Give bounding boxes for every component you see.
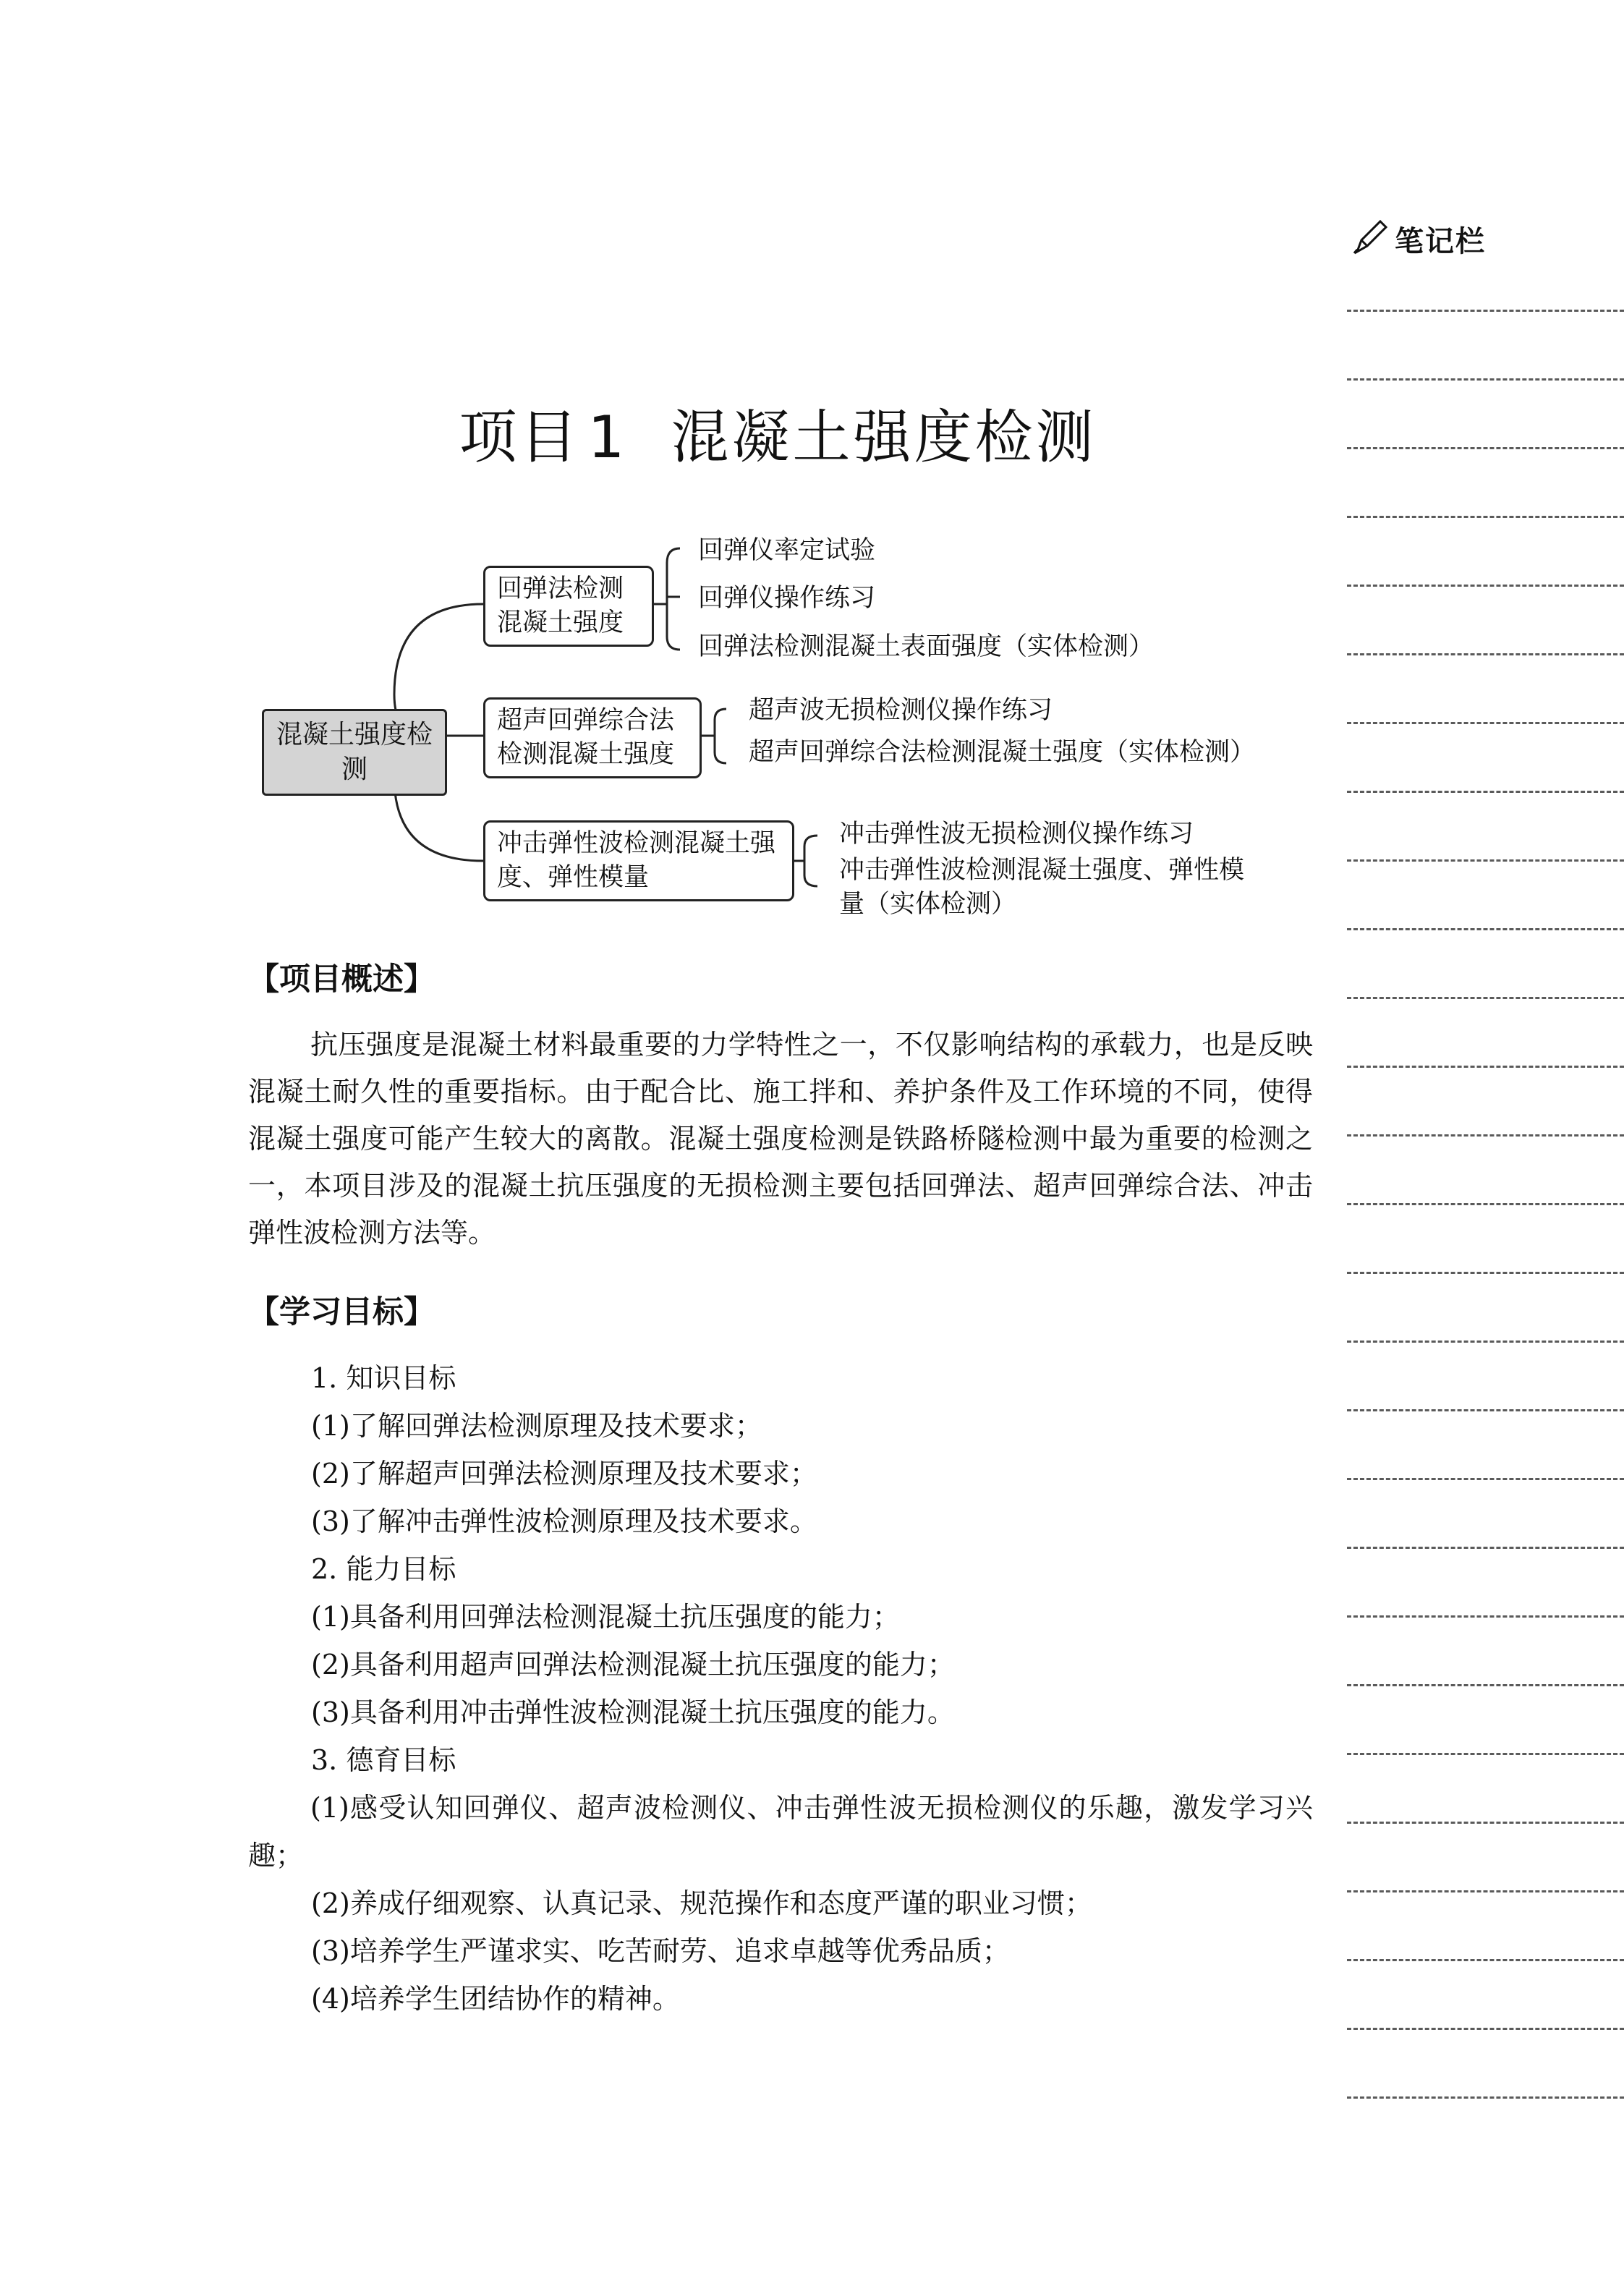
moral-goal-item: (4)培养学生团结协作的精神。 <box>311 1983 680 2015</box>
moral-goal-item: (1)感受认知回弹仪、超声波检测仪、冲击弹性波无损检测仪的乐趣，激发学习兴趣； <box>248 1792 1313 1871</box>
mindmap-leaf: 回弹仪操作练习 <box>698 584 876 613</box>
mindmap-leaf: 超声波无损检测仪操作练习 <box>749 696 1053 725</box>
mindmap-root: 混凝土强度检测 <box>262 709 447 796</box>
moral-goal-item: (2)养成仔细观察、认真记录、规范操作和态度严谨的职业习惯； <box>311 1887 1092 1919</box>
mindmap-leaf: 冲击弹性波无损检测仪操作练习 <box>839 820 1194 849</box>
ability-goal-item: (1)具备利用回弹法检测混凝土抗压强度的能力； <box>311 1601 900 1633</box>
moral-goal-item: (3)培养学生严谨求实、吃苦耐劳、追求卓越等优秀品质； <box>311 1935 1010 1967</box>
knowledge-goal-item: (3)了解冲击弹性波检测原理及技术要求。 <box>311 1505 817 1537</box>
moral-goal-title: 3. 德育目标 <box>311 1744 456 1776</box>
knowledge-goal-item: (1)了解回弹法检测原理及技术要求； <box>311 1410 762 1442</box>
overview-text: 抗压强度是混凝土材料最重要的力学特性之一，不仅影响结构的承载力，也是反映混凝土耐久性的重要指标。由于配合比、施工拌和、养护条件及工作环境的不同，使得混凝土强度可能产生较大的离散。混凝土强度检测是铁路桥隧检测中最为重要的检测之一，本项目涉及的混凝土抗压强度的无损检测主要包括回弹法、超声回弹综合法、冲击弹性波检测方法等。 <box>248 1029 1313 1249</box>
mindmap-leaf: 冲击弹性波检测混凝土强度、弹性模量（实体检测） <box>839 856 1245 919</box>
knowledge-goal-item: (2)了解超声回弹法检测原理及技术要求； <box>311 1458 817 1490</box>
mindmap-connectors <box>0 0 1624 940</box>
ability-goal-item: (2)具备利用超声回弹法检测混凝土抗压强度的能力； <box>311 1649 955 1681</box>
page-title: 项目 1 混凝土强度检测 <box>459 404 1097 471</box>
mindmap-branch-rebound: 回弹法检测混凝土强度 <box>483 566 654 647</box>
ability-goal-title: 2. 能力目标 <box>311 1553 456 1585</box>
overview-heading: 【项目概述】 <box>248 961 435 998</box>
mindmap-leaf: 回弹仪率定试验 <box>698 536 876 565</box>
goals-heading: 【学习目标】 <box>248 1294 435 1330</box>
knowledge-goal-title: 1. 知识目标 <box>311 1362 456 1394</box>
mindmap-leaf: 回弹法检测混凝土表面强度（实体检测） <box>698 632 1155 661</box>
mindmap-branch-impact-elastic: 冲击弹性波检测混凝土强度、弹性模量 <box>483 820 794 901</box>
ability-goal-item: (3)具备利用冲击弹性波检测混凝土抗压强度的能力。 <box>311 1696 955 1728</box>
mindmap-branch-ultrasonic: 超声回弹综合法检测混凝土强度 <box>483 697 702 778</box>
mindmap-leaf: 超声回弹综合法检测混凝土强度（实体检测） <box>749 738 1256 767</box>
notes-label: 笔记栏 <box>1395 224 1486 258</box>
